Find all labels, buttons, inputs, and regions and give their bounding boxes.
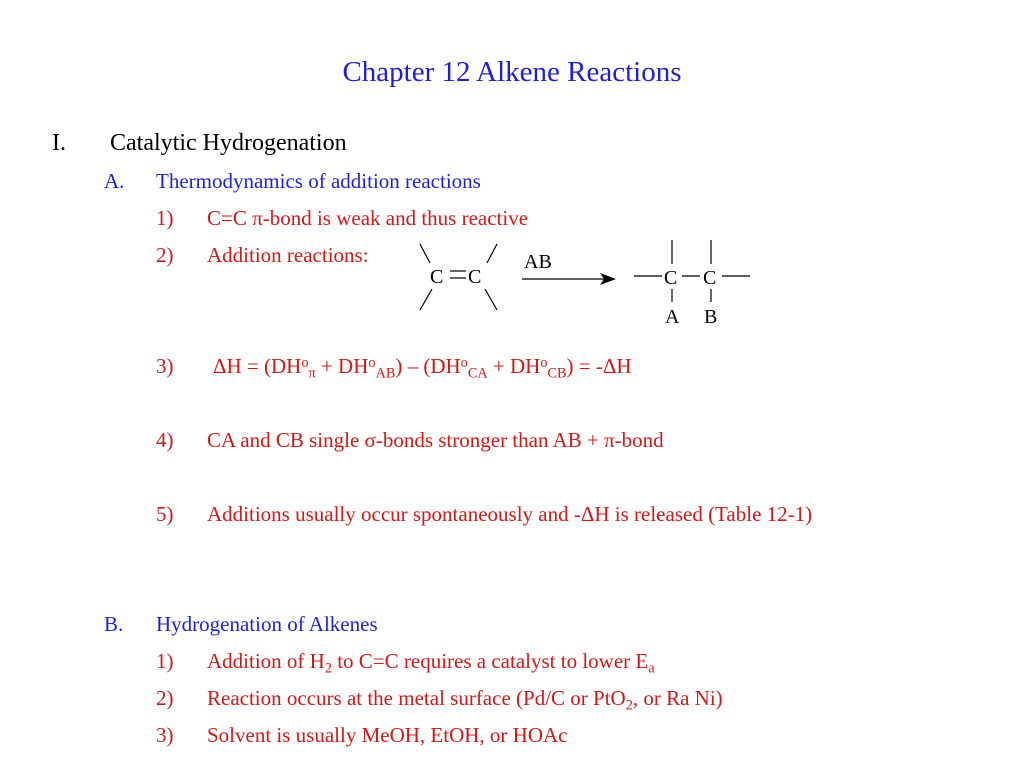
product-atom-b: B: [704, 306, 718, 328]
item-a3-number: 3): [156, 354, 174, 378]
item-a2-number: 2): [156, 243, 174, 267]
product-carbon-2: C: [703, 267, 717, 289]
text-subscript: 2: [625, 697, 633, 714]
equation-part: ) = -ΔH: [566, 354, 632, 378]
equation-superscript: o: [460, 355, 468, 372]
text-part: Reaction occurs at the metal surface (Pd/C or PtO: [207, 686, 626, 710]
equation-part: + DH: [487, 354, 541, 378]
item-a2-text: Addition reactions:: [207, 243, 369, 267]
item-a5-text: Additions usually occur spontaneously and -ΔH is released (Table 12-1): [207, 502, 813, 526]
reactant-carbon-2: C: [468, 266, 482, 288]
item-b3-text: Solvent is usually MeOH, EtOH, or HOAc: [207, 723, 568, 747]
item-a1-text: C=C π-bond is weak and thus reactive: [207, 206, 529, 230]
equation-superscript: o: [540, 355, 548, 372]
equation-subscript: CB: [547, 365, 567, 382]
bond-line: [420, 244, 430, 263]
section-marker: I.: [52, 130, 66, 156]
section-heading: Catalytic Hydrogenation: [110, 130, 347, 156]
text-subscript: a: [648, 660, 655, 677]
reactant-carbon-1: C: [430, 266, 444, 288]
bond-line: [485, 289, 497, 310]
equation-superscript: o: [368, 355, 376, 372]
product-atom-a: A: [665, 306, 680, 328]
text-subscript: 2: [324, 660, 332, 677]
item-b3-number: 3): [156, 723, 174, 747]
item-b2-number: 2): [156, 686, 174, 710]
equation-subscript: π: [308, 365, 316, 382]
bond-line: [420, 289, 432, 310]
item-b1-number: 1): [156, 649, 174, 673]
text-part: , or Ra Ni): [632, 686, 723, 710]
bond-line: [487, 244, 497, 263]
item-b2-text: [207, 688, 723, 713]
item-a4-number: 4): [156, 428, 174, 452]
subsection-b-heading: Hydrogenation of Alkenes: [156, 612, 378, 636]
subsection-b-marker: B.: [104, 612, 124, 636]
item-a1-number: 1): [156, 206, 174, 230]
equation-subscript: AB: [375, 365, 396, 382]
equation-superscript: o: [301, 355, 309, 372]
equation-part: ΔH = (DH: [213, 354, 302, 378]
reagent-label: AB: [524, 251, 552, 273]
equation-subscript: CA: [467, 365, 488, 382]
page-title: Chapter 12 Alkene Reactions: [342, 56, 682, 88]
item-a4-text: CA and CB single σ-bonds stronger than AB + π-bond: [207, 428, 664, 452]
item-a5-number: 5): [156, 502, 174, 526]
equation-part: + DH: [315, 354, 369, 378]
text-part: Addition of H: [207, 649, 325, 673]
equation-part: ) – (DH: [395, 354, 461, 378]
subsection-a-marker: A.: [104, 169, 125, 193]
item-b1-text: [207, 651, 655, 676]
product-carbon-1: C: [664, 267, 678, 289]
subsection-a-heading: Thermodynamics of addition reactions: [156, 169, 481, 193]
text-part: to C=C requires a catalyst to lower E: [331, 649, 649, 673]
enthalpy-equation: [213, 356, 632, 381]
